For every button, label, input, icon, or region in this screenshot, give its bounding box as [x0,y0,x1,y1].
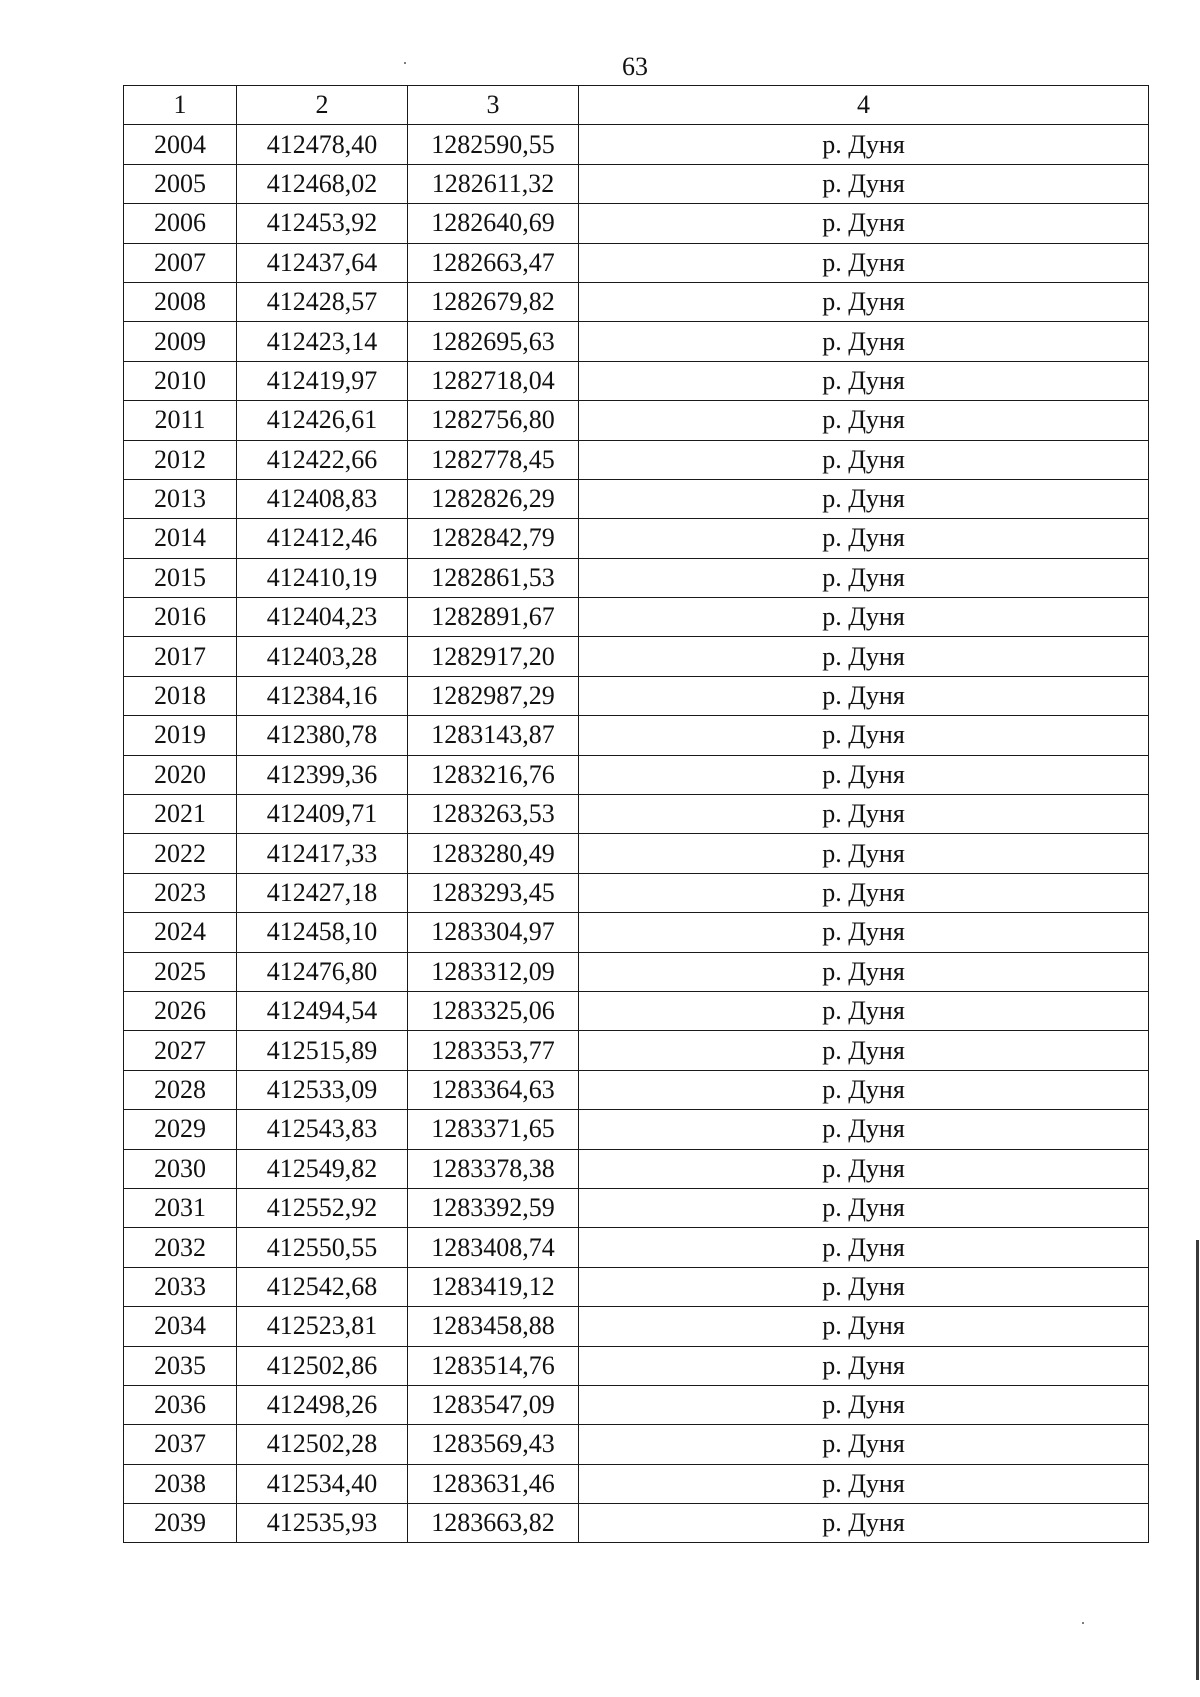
cell-description: р. Дуня [579,598,1149,637]
cell-description: р. Дуня [579,991,1149,1030]
cell-description: р. Дуня [579,1031,1149,1070]
table-row [124,125,1149,164]
cell-point-number: 2018 [124,676,237,715]
cell-point-number: 2010 [124,361,237,400]
cell-point-number: 2027 [124,1031,237,1070]
cell-description: р. Дуня [579,913,1149,952]
cell-x-coordinate: 412552,92 [237,1188,408,1227]
column-header-3: 3 [408,86,579,125]
cell-y-coordinate: 1283263,53 [408,795,579,834]
table-row [124,1149,1149,1188]
cell-description: р. Дуня [579,795,1149,834]
cell-y-coordinate: 1283514,76 [408,1346,579,1385]
cell-x-coordinate: 412494,54 [237,991,408,1030]
cell-description: р. Дуня [579,1188,1149,1227]
cell-point-number: 2037 [124,1425,237,1464]
cell-point-number: 2006 [124,204,237,243]
cell-x-coordinate: 412426,61 [237,401,408,440]
cell-description: р. Дуня [579,755,1149,794]
cell-y-coordinate: 1283353,77 [408,1031,579,1070]
table-row [124,873,1149,912]
cell-x-coordinate: 412542,68 [237,1267,408,1306]
cell-description: р. Дуня [579,164,1149,203]
cell-x-coordinate: 412534,40 [237,1464,408,1503]
cell-description: р. Дуня [579,243,1149,282]
cell-point-number: 2034 [124,1307,237,1346]
cell-y-coordinate: 1283547,09 [408,1385,579,1424]
cell-description: р. Дуня [579,479,1149,518]
cell-x-coordinate: 412550,55 [237,1228,408,1267]
cell-x-coordinate: 412468,02 [237,164,408,203]
cell-point-number: 2020 [124,755,237,794]
cell-y-coordinate: 1282590,55 [408,125,579,164]
cell-description: р. Дуня [579,125,1149,164]
table-row [124,1228,1149,1267]
cell-description: р. Дуня [579,440,1149,479]
cell-x-coordinate: 412478,40 [237,125,408,164]
cell-y-coordinate: 1283663,82 [408,1504,579,1543]
cell-point-number: 2024 [124,913,237,952]
scan-speck [1082,1622,1084,1624]
table-row [124,1504,1149,1543]
table-row [124,361,1149,400]
cell-x-coordinate: 412515,89 [237,1031,408,1070]
table-row [124,1307,1149,1346]
table-row [124,1464,1149,1503]
cell-y-coordinate: 1282663,47 [408,243,579,282]
cell-description: р. Дуня [579,361,1149,400]
cell-description: р. Дуня [579,1110,1149,1149]
cell-x-coordinate: 412502,86 [237,1346,408,1385]
coordinates-table [123,85,1149,1543]
table-row [124,1070,1149,1109]
cell-description: р. Дуня [579,1346,1149,1385]
table-row [124,401,1149,440]
table-row [124,479,1149,518]
cell-x-coordinate: 412422,66 [237,440,408,479]
table-row [124,164,1149,203]
table-body [124,125,1149,1543]
cell-description: р. Дуня [579,716,1149,755]
table-row [124,676,1149,715]
cell-point-number: 2035 [124,1346,237,1385]
cell-point-number: 2033 [124,1267,237,1306]
cell-point-number: 2022 [124,834,237,873]
cell-x-coordinate: 412543,83 [237,1110,408,1149]
cell-y-coordinate: 1283458,88 [408,1307,579,1346]
cell-description: р. Дуня [579,637,1149,676]
cell-point-number: 2036 [124,1385,237,1424]
cell-y-coordinate: 1283304,97 [408,913,579,952]
cell-x-coordinate: 412399,36 [237,755,408,794]
cell-y-coordinate: 1282611,32 [408,164,579,203]
cell-x-coordinate: 412419,97 [237,361,408,400]
cell-x-coordinate: 412412,46 [237,519,408,558]
cell-point-number: 2013 [124,479,237,518]
cell-description: р. Дуня [579,1228,1149,1267]
cell-point-number: 2032 [124,1228,237,1267]
table-row [124,322,1149,361]
cell-point-number: 2005 [124,164,237,203]
cell-y-coordinate: 1282917,20 [408,637,579,676]
cell-y-coordinate: 1283392,59 [408,1188,579,1227]
cell-description: р. Дуня [579,1385,1149,1424]
cell-y-coordinate: 1282778,45 [408,440,579,479]
cell-point-number: 2021 [124,795,237,834]
cell-description: р. Дуня [579,952,1149,991]
cell-x-coordinate: 412427,18 [237,873,408,912]
table-row [124,1031,1149,1070]
cell-description: р. Дуня [579,676,1149,715]
cell-point-number: 2039 [124,1504,237,1543]
cell-y-coordinate: 1283378,38 [408,1149,579,1188]
cell-x-coordinate: 412384,16 [237,676,408,715]
cell-description: р. Дуня [579,401,1149,440]
cell-x-coordinate: 412458,10 [237,913,408,952]
table-row [124,282,1149,321]
cell-y-coordinate: 1282891,67 [408,598,579,637]
cell-x-coordinate: 412404,23 [237,598,408,637]
cell-point-number: 2023 [124,873,237,912]
cell-y-coordinate: 1283293,45 [408,873,579,912]
cell-description: р. Дуня [579,1425,1149,1464]
cell-point-number: 2019 [124,716,237,755]
cell-description: р. Дуня [579,1504,1149,1543]
cell-point-number: 2007 [124,243,237,282]
table-row [124,243,1149,282]
table-row [124,1110,1149,1149]
cell-point-number: 2008 [124,282,237,321]
cell-y-coordinate: 1283371,65 [408,1110,579,1149]
table-row [124,913,1149,952]
cell-x-coordinate: 412533,09 [237,1070,408,1109]
table-row [124,598,1149,637]
cell-point-number: 2038 [124,1464,237,1503]
cell-x-coordinate: 412403,28 [237,637,408,676]
cell-description: р. Дуня [579,558,1149,597]
table-row [124,834,1149,873]
table-row [124,1425,1149,1464]
cell-point-number: 2030 [124,1149,237,1188]
page-number: 63 [622,52,648,81]
table-row [124,1346,1149,1385]
column-header-2: 2 [237,86,408,125]
scan-edge-line [1196,1240,1199,1680]
table-row [124,952,1149,991]
cell-x-coordinate: 412476,80 [237,952,408,991]
cell-point-number: 2028 [124,1070,237,1109]
cell-x-coordinate: 412409,71 [237,795,408,834]
cell-x-coordinate: 412535,93 [237,1504,408,1543]
cell-point-number: 2029 [124,1110,237,1149]
cell-x-coordinate: 412437,64 [237,243,408,282]
table-row [124,558,1149,597]
scan-speck [404,62,406,64]
cell-x-coordinate: 412502,28 [237,1425,408,1464]
cell-y-coordinate: 1282987,29 [408,676,579,715]
cell-point-number: 2011 [124,401,237,440]
cell-point-number: 2015 [124,558,237,597]
cell-x-coordinate: 412417,33 [237,834,408,873]
cell-point-number: 2025 [124,952,237,991]
cell-y-coordinate: 1282842,79 [408,519,579,558]
cell-y-coordinate: 1283408,74 [408,1228,579,1267]
cell-description: р. Дуня [579,834,1149,873]
cell-x-coordinate: 412428,57 [237,282,408,321]
cell-description: р. Дуня [579,1070,1149,1109]
cell-x-coordinate: 412523,81 [237,1307,408,1346]
table-row [124,1385,1149,1424]
cell-y-coordinate: 1283569,43 [408,1425,579,1464]
column-header-1: 1 [124,86,237,125]
cell-y-coordinate: 1283325,06 [408,991,579,1030]
cell-y-coordinate: 1282640,69 [408,204,579,243]
cell-description: р. Дуня [579,204,1149,243]
cell-description: р. Дуня [579,1307,1149,1346]
table-row [124,1188,1149,1227]
cell-y-coordinate: 1283312,09 [408,952,579,991]
cell-y-coordinate: 1283419,12 [408,1267,579,1306]
table-row [124,440,1149,479]
cell-x-coordinate: 412423,14 [237,322,408,361]
cell-description: р. Дуня [579,1464,1149,1503]
cell-y-coordinate: 1282695,63 [408,322,579,361]
table-row [124,1267,1149,1306]
cell-description: р. Дуня [579,519,1149,558]
cell-point-number: 2012 [124,440,237,479]
cell-description: р. Дуня [579,1267,1149,1306]
cell-y-coordinate: 1282679,82 [408,282,579,321]
cell-description: р. Дуня [579,282,1149,321]
cell-x-coordinate: 412408,83 [237,479,408,518]
table-row [124,991,1149,1030]
cell-point-number: 2014 [124,519,237,558]
cell-point-number: 2009 [124,322,237,361]
table-row [124,204,1149,243]
cell-y-coordinate: 1283216,76 [408,755,579,794]
table-row [124,519,1149,558]
cell-x-coordinate: 412380,78 [237,716,408,755]
cell-point-number: 2017 [124,637,237,676]
cell-description: р. Дуня [579,322,1149,361]
table-row [124,795,1149,834]
cell-x-coordinate: 412453,92 [237,204,408,243]
cell-x-coordinate: 412549,82 [237,1149,408,1188]
cell-y-coordinate: 1283143,87 [408,716,579,755]
cell-point-number: 2031 [124,1188,237,1227]
cell-y-coordinate: 1283631,46 [408,1464,579,1503]
cell-x-coordinate: 412498,26 [237,1385,408,1424]
table-row [124,716,1149,755]
cell-x-coordinate: 412410,19 [237,558,408,597]
cell-y-coordinate: 1282718,04 [408,361,579,400]
table-row [124,755,1149,794]
cell-y-coordinate: 1282826,29 [408,479,579,518]
cell-point-number: 2026 [124,991,237,1030]
header-row [124,86,1149,125]
cell-point-number: 2016 [124,598,237,637]
column-header-4: 4 [579,86,1149,125]
cell-description: р. Дуня [579,1149,1149,1188]
cell-y-coordinate: 1283280,49 [408,834,579,873]
cell-point-number: 2004 [124,125,237,164]
table-header [124,86,1149,125]
cell-y-coordinate: 1282756,80 [408,401,579,440]
cell-description: р. Дуня [579,873,1149,912]
cell-y-coordinate: 1283364,63 [408,1070,579,1109]
table-row [124,637,1149,676]
cell-y-coordinate: 1282861,53 [408,558,579,597]
